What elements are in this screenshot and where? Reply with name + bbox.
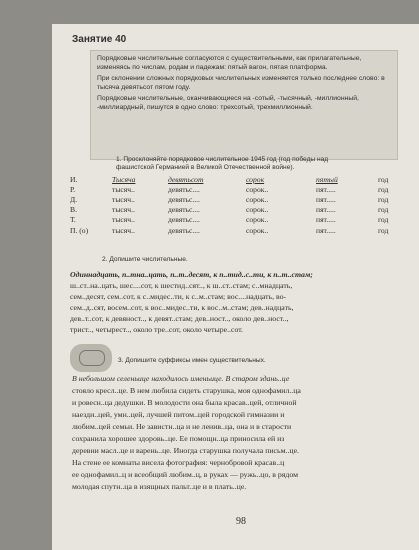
cell-thousand: тысяч.. (112, 215, 135, 225)
cell-thousand: тысяч.. (112, 184, 135, 194)
cell-fifth: пят..... (316, 215, 336, 225)
cell-year: год (378, 215, 389, 225)
task-3-line: стояло кресл..це. В нем любила сидеть старушка, моя однофамил..ца (72, 386, 301, 395)
declension-table (70, 174, 392, 235)
task-3-line: ее однофамил..ц и всеобщий любим..ц, в руках — ружь..цо, в рядом (72, 470, 299, 479)
page-number: 98 (236, 516, 246, 527)
cell-fifth: пятый (316, 174, 338, 184)
task-3-line: сохранила хорошее здоровь..це. Ее помощн..ца приносила ей из (72, 434, 285, 443)
cell-fifth: пят..... (316, 184, 336, 194)
task-2-line: сем..д..сят, восем..сот, к вос..мидес..ти, к вос..м..стам; дев..надцать, (70, 303, 294, 312)
task-3-line: любим..цей семьи. Не завистн..ца и не ленив..ца, она и в старости (72, 422, 292, 431)
task-1-instruction-line-1: 1. Просклоняйте порядковое числительное 1945 год (год победы над (116, 156, 329, 163)
task-2-title: 2. Допишите числительные. (102, 256, 188, 263)
declension-header-row (70, 174, 392, 184)
cell-fifth: пят..... (316, 205, 336, 215)
task-2-line: ш..ст..на..цать, шес....сот, к шестид..сят.., к ш..ст..стам; с..мнадцать, (70, 281, 293, 290)
task-3-line: На стене ее комнаты висела фотография: черноброво​й красав..ц (72, 458, 285, 467)
case-label: П. (о) (70, 225, 89, 235)
declension-row-genitive (70, 184, 392, 194)
cell-forty: сорок.. (246, 205, 269, 215)
cell-nine-hundred: девятьс.... (168, 194, 200, 204)
declension-row-prepositional (70, 225, 392, 235)
cell-forty: сорок.. (246, 225, 269, 235)
cell-thousand: Тысяча (112, 174, 136, 184)
cell-forty: сорок (246, 174, 265, 184)
declension-row-accusative (70, 205, 392, 215)
task-icon (70, 344, 112, 372)
rule-paragraph-1: Порядковые числительные согласуются с существительными, как прилагательные, изменяясь по числам, родам и падежам: пятый вагон, пятая платформа. (97, 55, 362, 71)
cell-year: год (378, 205, 389, 215)
cell-year: год (378, 225, 389, 235)
cell-forty: сорок.. (246, 194, 269, 204)
task-2-line: трист.., четырест.., около тре..сот, около четыре..сот. (70, 325, 244, 334)
cell-forty: сорок.. (246, 184, 269, 194)
task-3-line: молодая спутн..ца в изящных пальт..це и в плать..це. (72, 482, 247, 491)
cell-thousand: тысяч.. (112, 225, 135, 235)
cell-year: год (378, 174, 389, 184)
task-3-line: и ровесн..ца дедушки. В молодости она была красав..цей, отличной (72, 398, 297, 407)
rule-paragraph-2: При склонении сложных порядковых числительных изменяется только последнее слово: в тысяча девятьсот пятом году. (97, 75, 385, 91)
cell-year: год (378, 184, 389, 194)
declension-row-instrumental (70, 215, 392, 225)
cell-forty: сорок.. (246, 215, 269, 225)
task-2-line: Одиннадцать, п..тна..цать, п..т..десят, к п..тид..с..ти, к п..т..стам; (70, 270, 313, 279)
cell-fifth: пят..... (316, 194, 336, 204)
cell-nine-hundred: девятьс.... (168, 205, 200, 215)
lesson-title: Занятие 40 (72, 34, 127, 45)
cell-nine-hundred: девятьс.... (168, 225, 200, 235)
declension-row-dative (70, 194, 392, 204)
case-label: В. (70, 205, 77, 215)
cell-thousand: тысяч.. (112, 205, 135, 215)
task-3-line: В небольшом селеньице находилось именьице. В старом здань..це (72, 374, 290, 383)
task-1-instruction-line-2: фашистской Германией в Великой Отечественной войне). (116, 164, 295, 171)
task-2-line: сем..десят, сем..сот, к с..мидес..ти, к с..м..стам; вос....надцать, во- (70, 292, 287, 301)
case-label: И. (70, 174, 78, 184)
case-label: Р. (70, 184, 76, 194)
case-label: Т. (70, 215, 76, 225)
case-label: Д. (70, 194, 78, 204)
cell-year: год (378, 194, 389, 204)
task-3-line: деревни масл..це и варень..це. Иногда старушка получала письм..це. (72, 446, 299, 455)
task-3-line: наезди..цей, умн..цей, лучшей питом..цей городской гимназии и (72, 410, 285, 419)
rule-paragraph-3: Порядковые числительные, оканчивающиеся на -сотый, -тысячный, -миллионный, -миллиардный, пишутся в одно слово: трехсотый, трехмиллионный. (97, 95, 359, 111)
cell-nine-hundred: девятьс.... (168, 215, 200, 225)
textbook-page (52, 24, 419, 550)
cell-nine-hundred: девятьсот (168, 174, 204, 184)
cell-fifth: пят..... (316, 225, 336, 235)
task-3-title: 3. Допишите суффиксы имен существительных. (118, 357, 266, 364)
task-2-line: дев..т..сот, к девяност.., к девят..стам; дев..ност.., около дев..ност.., (70, 314, 289, 323)
rule-box (90, 50, 398, 160)
cell-nine-hundred: девятьс.... (168, 184, 200, 194)
cell-thousand: тысяч.. (112, 194, 135, 204)
